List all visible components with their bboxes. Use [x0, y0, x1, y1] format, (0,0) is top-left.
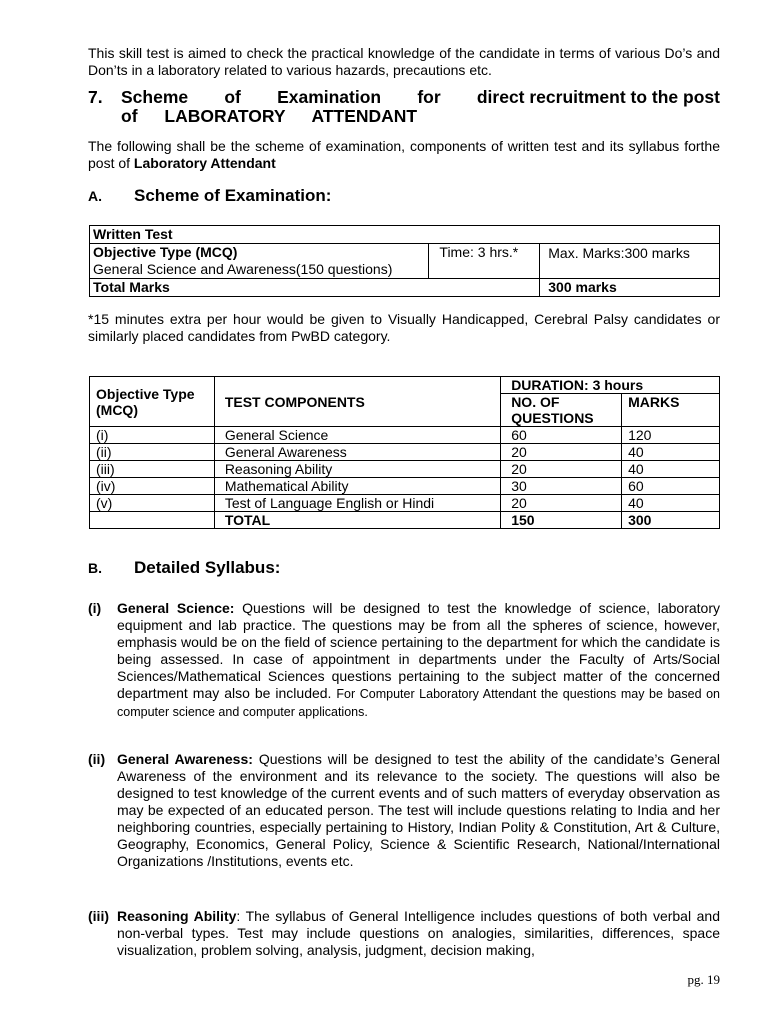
col-header-questions: NO. OF QUESTIONS [501, 394, 622, 427]
item-body [117, 908, 720, 959]
footnote: *15 minutes extra per hour would be given to Visually Handicapped, Cerebral Palsy candidates or similarly placed candidates from PwBD category. [88, 311, 720, 344]
row-number: (iv) [90, 478, 215, 495]
written-test-title: Written Test [90, 226, 720, 244]
heading-title: Scheme of Examination: [134, 186, 332, 205]
duration-header: DURATION: 3 hours [501, 377, 720, 394]
table-row [90, 461, 720, 478]
row-marks: 120 [622, 427, 720, 444]
heading-letter: A. [88, 188, 102, 204]
item-label: (ii) [88, 751, 106, 767]
table-row [90, 495, 720, 512]
test-components-table [89, 376, 720, 529]
total-marks-value: 300 marks [540, 279, 720, 297]
post-name: Laboratory Attendant [133, 155, 276, 171]
written-test-max-marks: Max. Marks:300 marks [540, 244, 720, 279]
syllabus-item-general-science [88, 600, 720, 721]
total-marks-label: Total Marks [90, 279, 540, 297]
item-label: (iii) [88, 908, 109, 924]
total-marks: 300 [622, 512, 720, 529]
item-note: For Computer Laboratory Attendant the questions may be based on computer science and computer applications. [117, 687, 720, 719]
written-test-time: Time: 3 hrs.* [429, 244, 540, 279]
row-marks: 40 [622, 461, 720, 478]
row-questions: 20 [501, 495, 622, 512]
row-component: Test of Language English or Hindi [214, 495, 500, 512]
syllabus-item-general-awareness [88, 751, 720, 870]
item-label: (i) [88, 600, 102, 616]
row-questions: 20 [501, 461, 622, 478]
heading-word: for [417, 87, 441, 107]
row-marks: 60 [622, 478, 720, 495]
row-questions: 30 [501, 478, 622, 495]
heading-scheme-of-examination [88, 186, 331, 206]
col-header-marks: MARKS [622, 394, 720, 427]
section-number: 7. [88, 87, 103, 107]
syllabus-item-reasoning-ability [88, 908, 720, 959]
heading-word: Examination [277, 87, 382, 107]
col-header-type: Objective Type (MCQ) [90, 377, 215, 427]
row-questions: 20 [501, 444, 622, 461]
intro-paragraph: This skill test is aimed to check the practical knowledge of the candidate in terms of various Do’s and Don’ts in a laboratory related to various hazards, precautions etc. [88, 45, 720, 78]
item-body [117, 751, 720, 870]
row-number [90, 512, 215, 529]
row-component: Mathematical Ability [214, 478, 500, 495]
total-label: TOTAL [214, 512, 500, 529]
objective-type-label: Objective Type (MCQ) [93, 244, 238, 260]
row-component: General Science [214, 427, 500, 444]
heading-word: of [224, 87, 241, 107]
row-questions: 60 [501, 427, 622, 444]
written-test-table [89, 225, 720, 297]
row-component: Reasoning Ability [214, 461, 500, 478]
item-title: Reasoning Ability [117, 908, 237, 924]
total-row [90, 512, 720, 529]
row-component: General Awareness [214, 444, 500, 461]
row-number: (v) [90, 495, 215, 512]
table-row [90, 478, 720, 495]
row-number: (iii) [90, 461, 215, 478]
item-title: General Science: [117, 600, 235, 616]
row-marks: 40 [622, 495, 720, 512]
heading-title: Detailed Syllabus: [134, 558, 281, 577]
scheme-intro-text: The following shall be the scheme of examination, components of written test and its syllabus forthe post of [88, 138, 720, 171]
section-heading-line-1 [121, 88, 720, 106]
heading-word: direct recruitment to the post [476, 87, 720, 107]
item-body [117, 600, 720, 721]
item-text: : The syllabus of General Intelligence includes questions of both verbal and non-verbal types. Test may include questions on analogies, similarities, differences, space visualization, problem solving, analysis, judgment, decision making, [117, 908, 720, 958]
row-marks: 40 [622, 444, 720, 461]
item-title: General Awareness: [117, 751, 253, 767]
item-text: Questions will be designed to test the ability of the candidate’s General Awareness of the environment and its relevance to the society. The questions will also be designed to test knowledge of the current events and of such matters of everyday observation as may be expected of an educated person. The test will include questions relating to India and her neighboring countries, especially pertaining to History, Indian Polity & Constitution, Art & Culture, Geography, Economics, General Policy, Science & Scientific Research, National/International Organizations /Institutions, events etc. [117, 751, 720, 869]
scheme-intro-paragraph [88, 138, 720, 172]
col-header-components: TEST COMPONENTS [214, 377, 500, 427]
written-test-subject-cell [90, 244, 429, 279]
section-heading-line-2: of LABORATORY ATTENDANT [121, 106, 418, 126]
row-number: (i) [90, 427, 215, 444]
page-number: pg. 19 [687, 972, 720, 987]
heading-letter: B. [88, 560, 102, 576]
heading-word: Scheme [121, 87, 189, 107]
written-test-subject: General Science and Awareness(150 questions) [93, 261, 393, 277]
table-row [90, 427, 720, 444]
table-row [90, 444, 720, 461]
row-number: (ii) [90, 444, 215, 461]
heading-detailed-syllabus [88, 558, 280, 578]
item-text: Questions will be designed to test the knowledge of science, laboratory equipment and lab practice. The questions may be from all the spheres of science, however, emphasis would be on the field of science pertaining to the department for which the candidate is being assessed. In case of appointment in departments under the Faculty of Arts/Social Sciences/Mathematical Sciences questions pertaining to the subject matter of the concerned department may also be included. [117, 600, 720, 701]
total-questions: 150 [501, 512, 622, 529]
